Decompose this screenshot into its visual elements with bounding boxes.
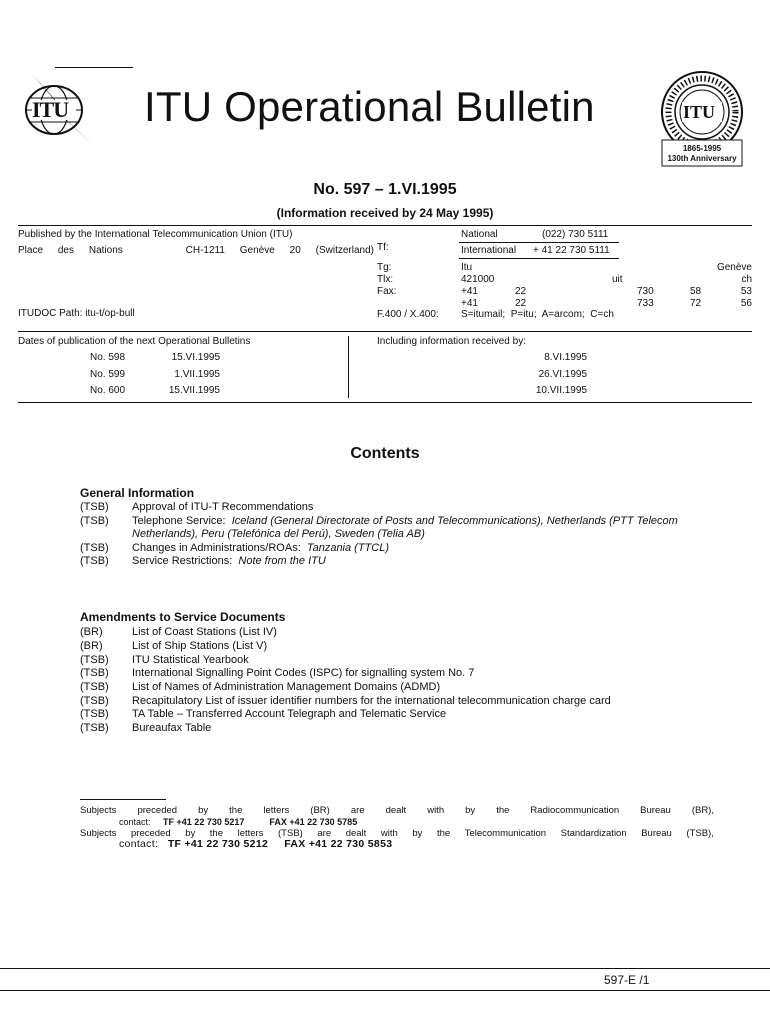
fn-word: Telecommunication <box>464 828 547 839</box>
x400-part: A=arcom; <box>541 309 585 320</box>
general-item-tag: (TSB) <box>80 501 109 513</box>
issue-number: No. 597 – 1.VI.1995 <box>313 181 457 198</box>
amendment-text: Bureaufax Table <box>132 722 212 734</box>
x400-part: C=ch <box>590 309 614 320</box>
fn-word: preceded <box>137 805 178 816</box>
amendments-title: Amendments to Service Documents <box>80 610 286 624</box>
tsb-fax: FAX +41 22 730 5853 <box>284 838 393 850</box>
fn-word: the <box>436 828 451 839</box>
fn-word: with <box>380 828 398 839</box>
item-label: Service Restrictions: <box>132 555 233 567</box>
tlx-country: ch <box>741 274 752 285</box>
x400-address <box>461 309 614 320</box>
address-word: CH-1211 <box>185 245 225 256</box>
fn-word: (TSB) <box>278 828 303 839</box>
contact-label: contact: <box>119 838 159 850</box>
general-item-text-cont <box>132 528 425 540</box>
schedule-no: No. 599 <box>90 369 126 380</box>
tg-label: Tg: <box>377 262 392 273</box>
amendment-text: Recapitulatory List of issuer identifier numbers for the international telecommunication charge card <box>132 695 611 707</box>
amendment-tag: (TSB) <box>80 654 109 666</box>
address-word: Place <box>18 245 44 256</box>
fn-word: by <box>412 828 423 839</box>
fn-word: letters <box>237 828 264 839</box>
fn-word: by <box>198 805 209 816</box>
fn-word: dealt <box>385 805 407 816</box>
item-label: Changes in Administrations/ROAs: <box>132 542 301 554</box>
amendment-text: List of Ship Stations (List V) <box>132 640 268 652</box>
tsb-phone: TF +41 22 730 5212 <box>167 838 269 850</box>
amendment-tag: (BR) <box>80 640 103 652</box>
schedule-divider <box>348 336 349 398</box>
fax-part2: 58 <box>690 286 702 297</box>
schedule-no: No. 598 <box>90 352 126 363</box>
contents-title: Contents <box>350 445 420 462</box>
general-item-text <box>132 515 678 527</box>
international-value: + 41 22 730 5111 <box>533 245 610 256</box>
footnote-br <box>80 805 714 816</box>
seal-years: 1865-1995 <box>682 144 722 153</box>
br-phone: TF +41 22 730 5217 <box>163 817 245 827</box>
footnote-tsb-contact <box>119 838 392 850</box>
schedule-received: 26.VI.1995 <box>538 369 587 380</box>
schedule-left-title: Dates of publication of the next Operational Bulletins <box>18 336 251 347</box>
schedule-date: 1.VII.1995 <box>174 369 220 380</box>
amendment-tag: (TSB) <box>80 708 109 720</box>
amendment-tag: (TSB) <box>80 681 109 693</box>
fax-part3: 53 <box>740 286 752 297</box>
fax-label: Fax: <box>377 286 397 297</box>
page-number: 597-E /1 <box>604 973 650 987</box>
tg-value: Itu <box>461 262 473 273</box>
tf-label: Tf: <box>377 242 389 253</box>
amendment-tag: (BR) <box>80 626 103 638</box>
fn-word: (BR), <box>691 805 714 816</box>
general-item-tag: (TSB) <box>80 555 109 567</box>
fax2-part2: 72 <box>690 298 702 309</box>
fn-word: (BR) <box>310 805 330 816</box>
seal-logo-text: ITU <box>683 102 716 122</box>
br-fax: FAX +41 22 730 5785 <box>269 817 358 827</box>
fn-word: Subjects <box>80 828 117 839</box>
tlx-code: uit <box>612 274 623 285</box>
amendment-tag: (TSB) <box>80 695 109 707</box>
general-item-text <box>132 542 389 554</box>
schedule-no: No. 600 <box>90 385 126 396</box>
schedule-date: 15.VI.1995 <box>171 352 220 363</box>
tlx-label: Tlx: <box>377 274 394 285</box>
fn-word: Radiocommunication <box>530 805 620 816</box>
fn-word: the <box>496 805 510 816</box>
fn-word: by <box>465 805 476 816</box>
fax2-part1: 733 <box>637 298 654 309</box>
fn-word: are <box>317 828 332 839</box>
schedule-received: 8.VI.1995 <box>544 352 587 363</box>
fax2-cc: +41 <box>461 298 478 309</box>
general-item-tag: (TSB) <box>80 542 109 554</box>
information-received: (Information received by 24 May 1995) <box>276 206 494 220</box>
fn-word: dealt <box>345 828 367 839</box>
itu-logo-text: ITU <box>32 97 69 122</box>
tf-rule-bottom <box>459 258 619 259</box>
contact-label: contact: <box>119 817 151 827</box>
amendment-text: List of Coast Stations (List IV) <box>132 626 277 638</box>
fax-part1: 730 <box>637 286 654 297</box>
tf-rule <box>459 242 619 243</box>
itu-logo <box>18 70 100 152</box>
item-label: Telephone Service: <box>132 515 226 527</box>
fn-word: letters <box>263 805 290 816</box>
x400-label: F.400 / X.400: <box>377 309 439 320</box>
general-item-tag: (TSB) <box>80 515 109 527</box>
seal-caption: 130th Anniversary <box>667 154 737 163</box>
address-word: (Switzerland) <box>315 245 374 256</box>
general-item-text <box>132 555 326 567</box>
address-word: 20 <box>289 245 301 256</box>
amendment-tag: (TSB) <box>80 722 109 734</box>
item-detail: Tanzania (TTCL) <box>306 542 389 554</box>
amendment-text: List of Names of Administration Management Domains (ADMD) <box>132 681 441 693</box>
itudoc-path: ITUDOC Path: itu-t/op-bull <box>18 308 135 319</box>
item-detail: Iceland (General Directorate of Posts and Telecommunications), Netherlands (PTT Telecom <box>231 515 678 527</box>
fn-word: the <box>229 805 243 816</box>
tlx-value: 421000 <box>461 274 495 285</box>
address-word: Nations <box>88 245 123 256</box>
fn-word: Subjects <box>80 805 117 816</box>
schedule-bottom-rule <box>18 402 752 403</box>
general-item-text: Approval of ITU-T Recommendations <box>132 501 314 513</box>
schedule-received: 10.VII.1995 <box>535 385 587 396</box>
fn-word: by <box>185 828 196 839</box>
fax2-part3: 56 <box>740 298 752 309</box>
amendment-text: TA Table – Transferred Account Telegraph and Telematic Service <box>132 708 447 720</box>
item-detail: Note from the ITU <box>238 555 326 567</box>
schedule-date: 15.VII.1995 <box>168 385 220 396</box>
fn-word: Bureau <box>640 805 671 816</box>
address-word: des <box>57 245 74 256</box>
amendment-text: ITU Statistical Yearbook <box>132 654 249 666</box>
footnote-br-contact <box>119 817 357 827</box>
fax2-area: 22 <box>515 298 527 309</box>
header-rule <box>55 67 133 68</box>
publisher-address <box>18 245 374 256</box>
schedule-top-rule <box>18 331 752 332</box>
national-value: (022) 730 5111 <box>542 229 609 240</box>
fax-cc: +41 <box>461 286 478 297</box>
x400-part: S=itumail; <box>461 309 506 320</box>
fn-word: are <box>350 805 365 816</box>
fn-word: Standardization <box>560 828 627 839</box>
address-word: Genève <box>239 245 275 256</box>
publisher-line: Published by the International Telecommunication Union (ITU) <box>18 229 293 240</box>
footer-bottom-rule <box>0 990 770 991</box>
footer-top-rule <box>0 968 770 969</box>
fax-area: 22 <box>515 286 527 297</box>
publisher-top-rule <box>18 225 752 226</box>
fn-word: the <box>209 828 224 839</box>
fn-word: (TSB), <box>686 828 714 839</box>
fn-word: preceded <box>131 828 171 839</box>
national-label: National <box>461 229 498 240</box>
fn-word: with <box>427 805 445 816</box>
tg-city: Genève <box>716 262 752 273</box>
anniversary-seal <box>654 70 750 168</box>
international-label: International <box>461 245 517 256</box>
amendment-text: International Signalling Point Codes (ISPC) for signalling system No. 7 <box>132 667 475 679</box>
general-information-title: General Information <box>80 486 195 500</box>
x400-part: P=itu; <box>510 309 537 320</box>
footnote-rule <box>80 799 166 800</box>
page-title: ITU Operational Bulletin <box>144 83 595 130</box>
item-detail: Netherlands), Peru (Telefónica del Perú), Sweden (Telia AB) <box>132 528 425 540</box>
amendment-tag: (TSB) <box>80 667 109 679</box>
schedule-right-title: Including information received by: <box>377 336 526 347</box>
fn-word: Bureau <box>641 828 672 839</box>
